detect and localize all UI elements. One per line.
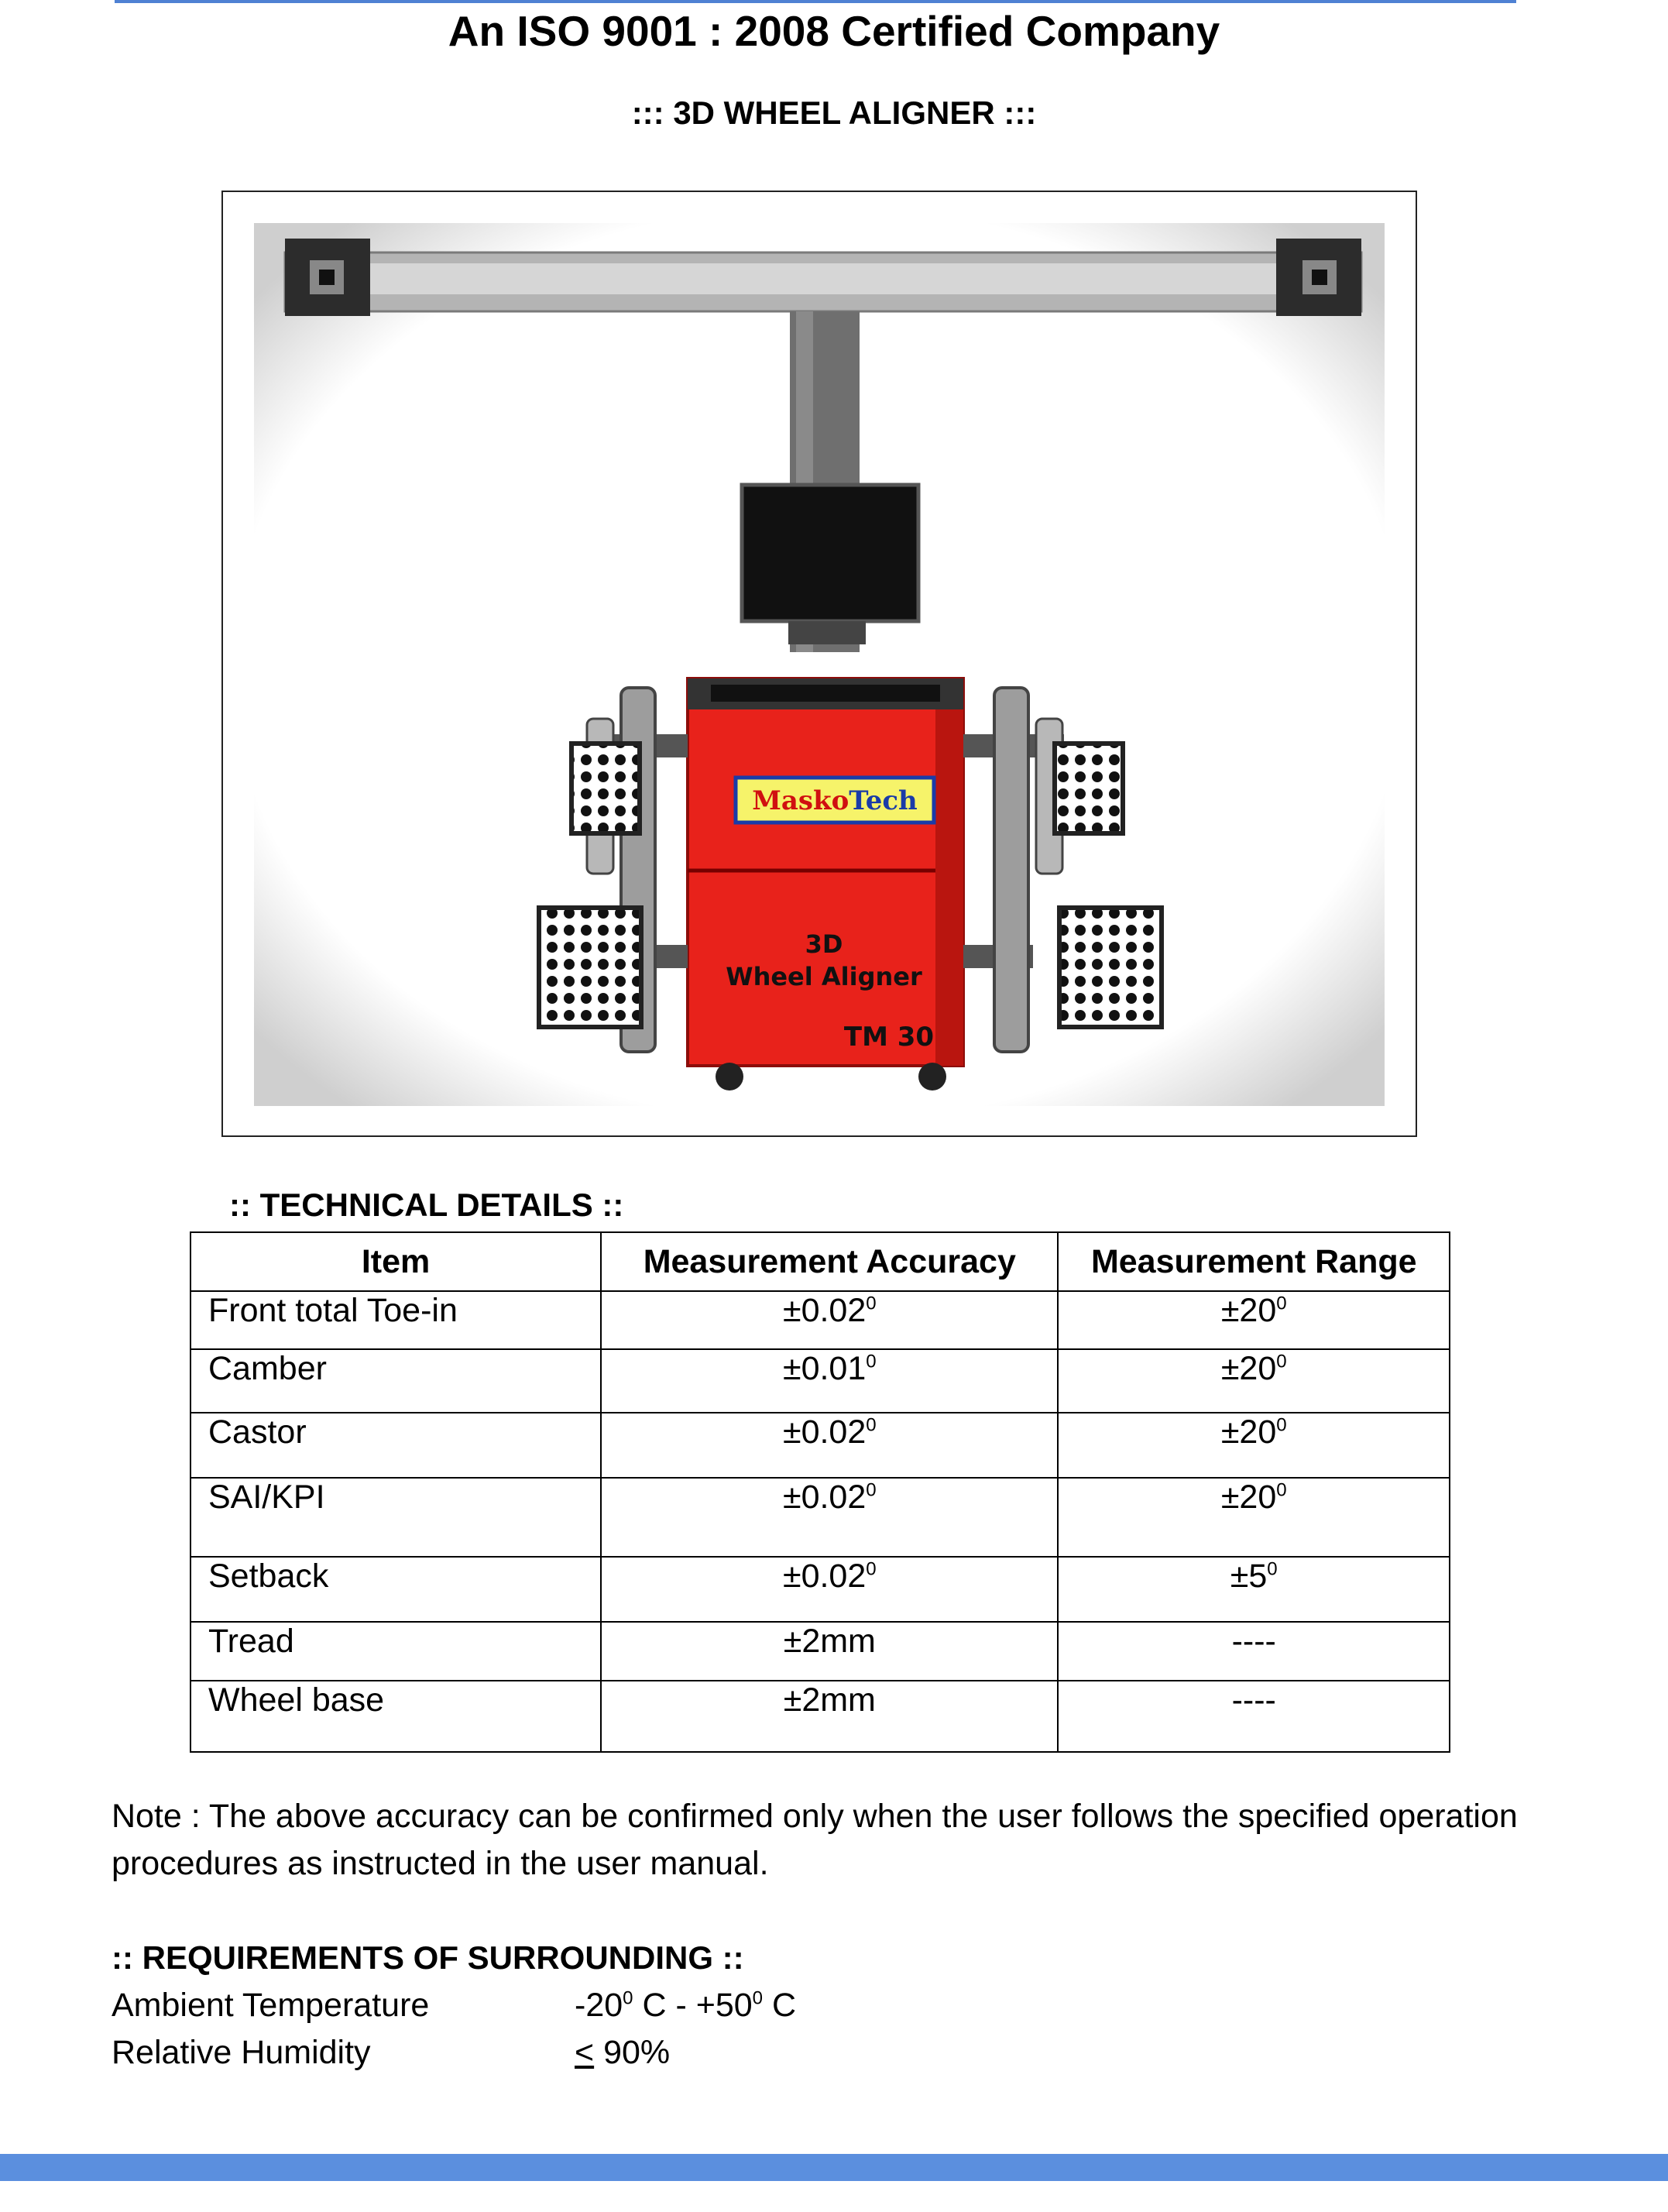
table-row [190,1622,1450,1681]
table-row [190,1681,1450,1752]
relative-humidity-label: Relative Humidity [112,2034,371,2071]
model-label: TM 30 [843,1022,935,1053]
row-accuracy: $\pm 0.02^0$ [601,1478,1058,1557]
row-range: $\pm 20^0$ [1058,1478,1450,1557]
target-board-lower-right [1059,908,1162,1027]
row-item: Camber [190,1349,601,1413]
svg-text:MaskoTech [752,785,918,816]
row-accuracy: $\pm 0.01^0$ [601,1349,1058,1413]
table-header-row [190,1232,1450,1291]
company-certification-heading: An ISO 9001 : 2008 Certified Company [448,7,1220,55]
row-accuracy: $\pm 0.02^0$ [601,1291,1058,1349]
ambient-temperature-label: Ambient Temperature [112,1987,430,2024]
target-board-lower-left [539,908,641,1027]
table-row [190,1478,1450,1557]
row-range: $\pm 5^0$ [1058,1557,1450,1622]
row-range: $\pm 20^0$ [1058,1349,1450,1413]
row-range: ---- [1058,1681,1450,1752]
table-row [190,1413,1450,1478]
column-header-accuracy: Measurement Accuracy [601,1232,1058,1291]
row-item: Wheel base [190,1681,601,1752]
row-item: Castor [190,1413,601,1478]
target-board-upper-left [571,744,640,833]
product-photo-frame [221,191,1417,1137]
target-board-upper-right [1055,744,1123,833]
row-range: ---- [1058,1622,1450,1681]
row-accuracy: $\pm 0.02^0$ [601,1413,1058,1478]
relative-humidity-value: < 90% [575,2034,671,2071]
row-item: Front total Toe-in [190,1291,601,1349]
row-range: $\pm 20^0$ [1058,1413,1450,1478]
row-accuracy: ±2mm [601,1622,1058,1681]
row-item: Setback [190,1557,601,1622]
brand-part2: Tech [849,785,918,816]
ambient-temperature-value: $-20^0$ $C - +50^0$ C [575,1987,797,2024]
brand-part1: Masko [752,785,849,816]
panel-label-3d: 3D [805,929,843,959]
table-row [190,1291,1450,1349]
row-range: $\pm 20^0$ [1058,1291,1450,1349]
column-header-range: Measurement Range [1058,1232,1450,1291]
technical-details-heading: :: TECHNICAL DETAILS :: [229,1187,624,1223]
wheel-aligner-illustration [254,223,1385,1106]
row-accuracy: $\pm 0.02^0$ [601,1557,1058,1622]
row-item: SAI/KPI [190,1478,601,1557]
clamp-front-right [994,688,1028,1052]
top-rule [115,0,1516,3]
row-accuracy: ±2mm [601,1681,1058,1752]
row-item: Tread [190,1622,601,1681]
technical-details-table [190,1231,1450,1753]
footer-bar [0,2154,1668,2181]
monitor-icon [742,485,918,621]
requirements-heading: :: REQUIREMENTS OF SURROUNDING :: [112,1939,744,1976]
table-row [190,1557,1450,1622]
panel-label-wheel-aligner: Wheel Aligner [726,962,922,991]
product-heading: ::: 3D WHEEL ALIGNER ::: [631,94,1037,131]
column-header-item: Item [190,1232,601,1291]
accuracy-note: Note : The above accuracy can be confirmed only when the user follows the specified operation procedures as instructed in the user manual. [112,1798,1518,1882]
table-row [190,1349,1450,1413]
